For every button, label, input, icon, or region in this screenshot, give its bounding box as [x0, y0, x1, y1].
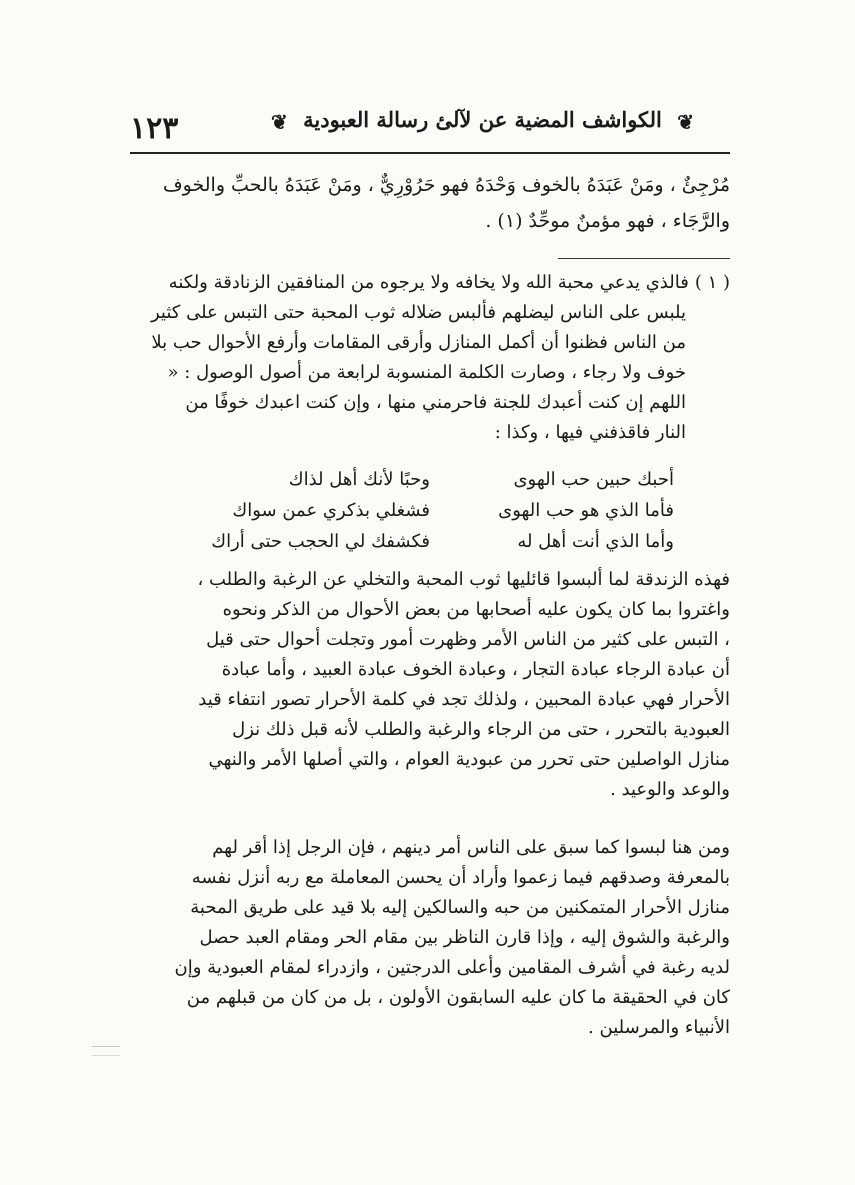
verse-second-hemistich: فشغلي بذكري عمن سواك [232, 500, 430, 521]
main-text-line: والرَّجَاء ، فهو مؤمنٌ موحِّدٌ (١) . [485, 210, 730, 232]
ornament-left-icon: ❦ [271, 109, 288, 134]
footnote-line: خوف ولا رجاء ، وصارت الكلمة المنسوبة لرابعة من أصول الوصول : « [167, 362, 686, 383]
footnote-line: ومن هنا لبسوا كما سبق على الناس أمر دينهم ، فإن الرجل إذا أقر لهم [212, 837, 730, 858]
scan-mark [92, 1046, 120, 1056]
page-header [130, 105, 730, 151]
ornament-right-icon: ❦ [677, 109, 694, 134]
footnote-line: أن عبادة الرجاء عبادة التجار ، وعبادة الخوف عبادة العبيد ، وأما عبادة [221, 659, 730, 680]
poem-verse [130, 526, 730, 557]
poem-verse [130, 495, 730, 526]
footnote-line: ، التبس على كثير من الناس الأمر وظهرت أمور وتجلت أحوال حتى قيل [206, 629, 730, 650]
footnote-line: منازل الأحرار المتمكنين من حبه والسالكين إليه بلا قيد على طريق المحبة [190, 897, 730, 918]
footnote-line: كان في الحقيقة ما كان عليه السابقون الأولون ، بل من كان من قبلهم من [186, 987, 730, 1008]
running-title-text: الكواشف المضية عن لآلئ رسالة العبودية [303, 107, 662, 132]
footnote-line: الأحرار فهي عبادة المحبين ، ولذلك تجد في كلمة الأحرار تصور انتفاء قيد [198, 689, 730, 710]
footnote-line: النار فاقذفني فيها ، وكذا : [494, 422, 686, 443]
footnote-line: واغتروا بما كان يكون عليه أصحابها من بعض الأحوال من الذكر ونحوه [222, 599, 730, 620]
page-number: ١٢٣ [130, 111, 179, 146]
footnote-final-paragraph [130, 833, 730, 1043]
main-text-line: مُرْجِئٌ ، ومَنْ عَبَدَهُ بالخوف وَحْدَهُ فهو حَرُوْرِيٌّ ، ومَنْ عَبَدَهُ بالحبِّ والخوف [162, 174, 730, 196]
footnote-continuation [130, 565, 730, 805]
footnote-line-text: فالذي يدعي محبة الله ولا يخافه ولا يرجوه من المنافقين الزنادقة ولكنه [168, 272, 689, 293]
poem-verse [130, 464, 730, 495]
verse-first-hemistich: وأما الذي أنت أهل له [517, 531, 674, 552]
main-text [130, 167, 730, 239]
footnote-line: اللهم إن كنت أعبدك للجنة فاحرمني منها ، وإن كنت اعبدك خوفًا من [185, 392, 686, 413]
footnote-line: فهذه الزندقة لما ألبسوا قائليها ثوب المحبة والتخلي عن الرغبة والطلب ، [197, 569, 730, 590]
footnote-line: بالمعرفة وصدقهم فيما زعموا وأراد أن يحسن المعاملة مع ربه أنزل نفسه [191, 867, 730, 888]
running-title [235, 107, 730, 134]
footnote-line: العبودية بالتحرر ، حتى من الرجاء والرغبة والطلب لأنه قبل ذلك نزل [232, 719, 730, 740]
header-rule [130, 152, 730, 154]
poem [130, 464, 730, 557]
footnote-marker: ( ١ ) [694, 272, 730, 293]
footnote [130, 268, 730, 448]
verse-second-hemistich: فكشفك لي الحجب حتى أراك [211, 531, 430, 552]
verse-first-hemistich: فأما الذي هو حب الهوى [498, 500, 674, 521]
footnote-line: يلبس على الناس ليضلهم فألبس ضلاله ثوب المحبة حتى التبس على كثير [150, 302, 686, 323]
footnote-line: الأنبياء والمرسلين . [588, 1017, 730, 1038]
verse-first-hemistich: أحبك حبين حب الهوى [513, 469, 674, 490]
footnote-line: والرغبة والشوق إليه ، وإذا قارن الناظر بين مقام الحر ومقام العبد حصل [199, 927, 730, 948]
footnote-line: والوعد والوعيد . [610, 779, 730, 800]
verse-second-hemistich: وحبًا لأنك أهل لذاك [288, 469, 430, 490]
footnote-separator [558, 258, 730, 259]
footnote-line: لديه رغبة في أشرف المقامين وأعلى الدرجتين ، وازدراء لمقام العبودية وإن [174, 957, 730, 978]
footnote-line: من الناس فظنوا أن أكمل المنازل وأرقى المقامات وأرفع الأحوال حب بلا [151, 332, 686, 353]
footnote-line [130, 268, 730, 298]
footnote-line: منازل الواصلين حتى تحرر من عبودية العوام ، والتي أصلها الأمر والنهي [208, 749, 730, 770]
